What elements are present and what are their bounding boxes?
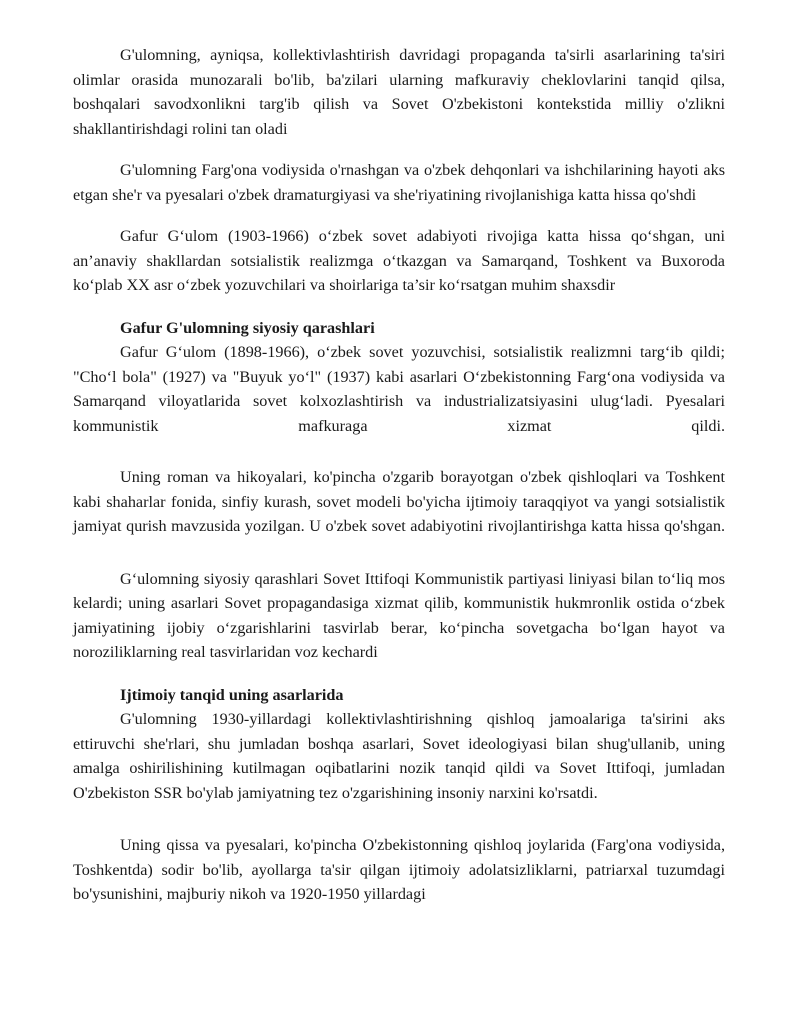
document-page — [73, 43, 725, 907]
paragraph: Uning qissa va pyesalari, ko'pincha O'zbekistonning qishloq joylarida (Farg'ona vodiysida, Toshkentda) sodir bo'lib, ayollarga ta'sir qilgan ijtimoiy adolatsizliklarni, patriarxal tuzumdagi bo'ysunishini, majburiy nikoh va 1920-1950 yillardagi — [73, 836, 725, 903]
section-heading: Ijtimoiy tanqid uning asarlarida — [120, 685, 344, 704]
paragraph: Uning roman va hikoyalari, ko'pincha o'zgarib borayotgan o'zbek qishloqlari va Toshkent kabi shaharlar fonida, sinfiy kurash, sovet modeli bo'yicha ijtimoiy taraqqiyot va yangi sotsialistik jamiyat qurish mavzusida yozilgan. U o'zbek sovet adabiyotini rivojlantirishga katta hissa qo'shgan. — [73, 468, 725, 535]
paragraph: G‘ulomning siyosiy qarashlari Sovet Ittifoqi Kommunistik partiyasi liniyasi bilan to‘liq mos kelardi; uning asarlari Sovet propagandasiga xizmat qilib, kommunistik hukmronlik ostida o‘zbek jamiyatining ijobiy o‘zgarishlarini tasvirlab berar, ko‘pincha sovetgacha bo‘lgan hayot va noroziliklarning real tasvirlaridan voz kechardi — [73, 569, 725, 661]
paragraph: Gafur G‘ulom (1903-1966) o‘zbek sovet adabiyoti rivojiga katta hissa qo‘shgan, uni an’anaviy shakllardan sotsialistik realizmga o‘tkazgan va Samarqand, Toshkent va Buxoroda ko‘plab XX asr o‘zbek yozuvchilari va shoirlariga ta’sir ko‘rsatgan muhim shaxsdir — [73, 227, 725, 294]
paragraph: Gafur G‘ulom (1898-1966), o‘zbek sovet yozuvchisi, sotsialistik realizmni targ‘ib qildi; "Cho‘l bola" (1927) va "Buyuk yo‘l" (1937) kabi asarlari O‘zbekistonning Farg‘ona vodiysida va Samarqand viloyatlarida sovet kolxozlashtirish va industrializatsiyasini ulug‘ladi. Pyesalari kommunistik mafkuraga xizmat qildi. — [73, 343, 725, 435]
section-heading: Gafur G'ulomning siyosiy qarashlari — [120, 318, 375, 337]
paragraph: G'ulomning 1930-yillardagi kollektivlashtirishning qishloq jamoalariga ta'sirini aks ettiruvchi she'rlari, shu jumladan boshqa asarlari, Sovet ideologiyasi bilan shug'ullanib, uning amalga oshirilishining kutilmagan oqibatlarini nozik tanqid qildi va Sovet Ittifoqi, jumladan O'zbekiston SSR bo'ylab jamiyatning tez o'zgarishining insoniy narxini ko'rsatdi. — [73, 710, 725, 802]
paragraph: G'ulomning Farg'ona vodiysida o'rnashgan va o'zbek dehqonlari va ishchilarining hayoti aks etgan she'r va pyesalari o'zbek dramaturgiyasi va she'riyatining rivojlanishiga katta hissa qo'shdi — [73, 161, 725, 204]
paragraph: G'ulomning, ayniqsa, kollektivlashtirish davridagi propaganda ta'sirli asarlarining ta'siri olimlar orasida munozarali bo'lib, ba'zilari ularning mafkuraviy cheklovlarini tanqid qilsa, boshqalari savodxonlikni targ'ib qilish va Sovet O'zbekistoni kontekstida milliy o'zlikni shakllantirishdagi rolini tan oladi — [73, 46, 725, 138]
